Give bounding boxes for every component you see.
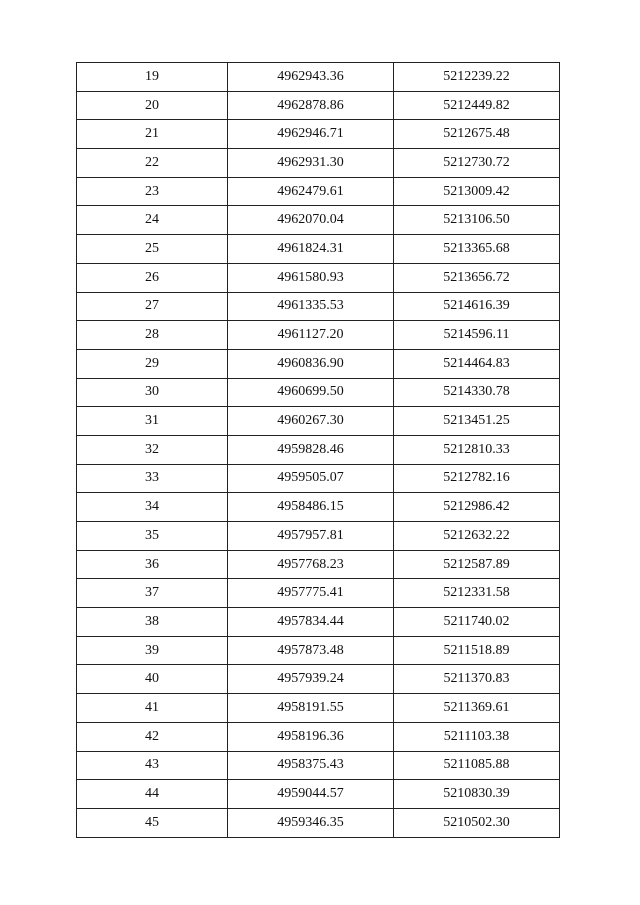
coordinate-table [76,62,560,838]
point-number-cell: 43 [77,751,228,780]
x-coordinate-cell: 4958375.43 [228,751,394,780]
point-number-cell: 41 [77,694,228,723]
x-coordinate-cell: 4961824.31 [228,235,394,264]
table-row [77,751,560,780]
table-row [77,349,560,378]
point-number-cell: 29 [77,349,228,378]
table-row [77,722,560,751]
x-coordinate-cell: 4960699.50 [228,378,394,407]
point-number-cell: 34 [77,493,228,522]
y-coordinate-cell: 5214596.11 [394,321,560,350]
x-coordinate-cell: 4958486.15 [228,493,394,522]
point-number-cell: 20 [77,91,228,120]
table-row [77,493,560,522]
y-coordinate-cell: 5213009.42 [394,177,560,206]
x-coordinate-cell: 4959346.35 [228,808,394,837]
point-number-cell: 39 [77,636,228,665]
y-coordinate-cell: 5212449.82 [394,91,560,120]
point-number-cell: 22 [77,149,228,178]
table-row [77,91,560,120]
y-coordinate-cell: 5212675.48 [394,120,560,149]
x-coordinate-cell: 4962878.86 [228,91,394,120]
point-number-cell: 28 [77,321,228,350]
y-coordinate-cell: 5212239.22 [394,63,560,92]
point-number-cell: 38 [77,608,228,637]
point-number-cell: 27 [77,292,228,321]
table-row [77,579,560,608]
table-row [77,321,560,350]
point-number-cell: 40 [77,665,228,694]
table-row [77,120,560,149]
table-row [77,808,560,837]
y-coordinate-cell: 5211085.88 [394,751,560,780]
y-coordinate-cell: 5211103.38 [394,722,560,751]
x-coordinate-cell: 4957834.44 [228,608,394,637]
x-coordinate-cell: 4957957.81 [228,522,394,551]
y-coordinate-cell: 5211369.61 [394,694,560,723]
point-number-cell: 32 [77,435,228,464]
table-row [77,177,560,206]
y-coordinate-cell: 5213656.72 [394,263,560,292]
y-coordinate-cell: 5212730.72 [394,149,560,178]
y-coordinate-cell: 5213365.68 [394,235,560,264]
table-row [77,63,560,92]
table-row [77,292,560,321]
point-number-cell: 45 [77,808,228,837]
y-coordinate-cell: 5210830.39 [394,780,560,809]
x-coordinate-cell: 4957873.48 [228,636,394,665]
y-coordinate-cell: 5211370.83 [394,665,560,694]
y-coordinate-cell: 5212782.16 [394,464,560,493]
y-coordinate-cell: 5212986.42 [394,493,560,522]
x-coordinate-cell: 4962070.04 [228,206,394,235]
y-coordinate-cell: 5214616.39 [394,292,560,321]
x-coordinate-cell: 4962946.71 [228,120,394,149]
point-number-cell: 33 [77,464,228,493]
x-coordinate-cell: 4958196.36 [228,722,394,751]
point-number-cell: 42 [77,722,228,751]
x-coordinate-cell: 4962479.61 [228,177,394,206]
point-number-cell: 44 [77,780,228,809]
table-row [77,263,560,292]
x-coordinate-cell: 4959044.57 [228,780,394,809]
y-coordinate-cell: 5211518.89 [394,636,560,665]
point-number-cell: 35 [77,522,228,551]
y-coordinate-cell: 5212632.22 [394,522,560,551]
x-coordinate-cell: 4961335.53 [228,292,394,321]
y-coordinate-cell: 5212810.33 [394,435,560,464]
x-coordinate-cell: 4958191.55 [228,694,394,723]
table-row [77,149,560,178]
x-coordinate-cell: 4961127.20 [228,321,394,350]
y-coordinate-cell: 5213451.25 [394,407,560,436]
table-row [77,235,560,264]
table-row [77,665,560,694]
point-number-cell: 24 [77,206,228,235]
x-coordinate-cell: 4957775.41 [228,579,394,608]
x-coordinate-cell: 4962931.30 [228,149,394,178]
table-row [77,608,560,637]
table-row [77,407,560,436]
point-number-cell: 25 [77,235,228,264]
table-row [77,435,560,464]
y-coordinate-cell: 5214330.78 [394,378,560,407]
point-number-cell: 31 [77,407,228,436]
x-coordinate-cell: 4959828.46 [228,435,394,464]
y-coordinate-cell: 5214464.83 [394,349,560,378]
point-number-cell: 21 [77,120,228,149]
x-coordinate-cell: 4961580.93 [228,263,394,292]
x-coordinate-cell: 4957939.24 [228,665,394,694]
coordinate-table-body [77,63,560,838]
y-coordinate-cell: 5212331.58 [394,579,560,608]
point-number-cell: 26 [77,263,228,292]
table-row [77,694,560,723]
x-coordinate-cell: 4962943.36 [228,63,394,92]
table-row [77,780,560,809]
x-coordinate-cell: 4959505.07 [228,464,394,493]
point-number-cell: 19 [77,63,228,92]
table-row [77,522,560,551]
table-row [77,636,560,665]
point-number-cell: 36 [77,550,228,579]
table-row [77,206,560,235]
table-row [77,550,560,579]
x-coordinate-cell: 4960836.90 [228,349,394,378]
y-coordinate-cell: 5213106.50 [394,206,560,235]
table-row [77,378,560,407]
y-coordinate-cell: 5211740.02 [394,608,560,637]
point-number-cell: 30 [77,378,228,407]
y-coordinate-cell: 5210502.30 [394,808,560,837]
x-coordinate-cell: 4957768.23 [228,550,394,579]
x-coordinate-cell: 4960267.30 [228,407,394,436]
table-row [77,464,560,493]
point-number-cell: 23 [77,177,228,206]
y-coordinate-cell: 5212587.89 [394,550,560,579]
point-number-cell: 37 [77,579,228,608]
